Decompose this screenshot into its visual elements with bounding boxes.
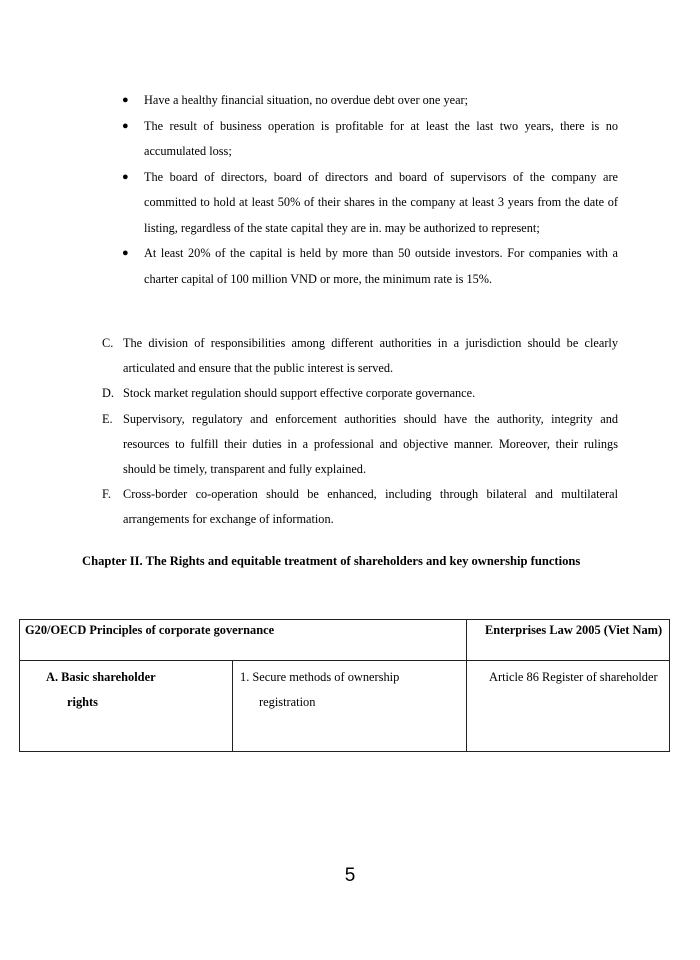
header-principles: G20/OECD Principles of corporate governance	[20, 620, 467, 661]
principle-letter: E.	[102, 411, 113, 426]
bullet-icon: ●	[122, 170, 129, 183]
bullet-icon: ●	[122, 247, 129, 259]
principle-text: Stock market regulation should support effective corporate governance.	[123, 386, 476, 401]
comparison-table	[19, 619, 670, 752]
table-row	[20, 661, 670, 752]
principle-letter: F.	[102, 487, 111, 502]
bullet-item	[122, 88, 618, 114]
principle-label-cont: rights	[67, 695, 98, 709]
principle-cell	[20, 661, 233, 752]
principle-item	[102, 482, 618, 532]
principle-text: Cross-border co-operation should be enhanced, including through bilateral and multilateral arrangements for exchange of information.	[123, 487, 618, 527]
principle-item	[102, 331, 618, 381]
table-header-row	[20, 620, 670, 661]
principle-letter: D.	[102, 386, 114, 401]
sub-item-cell	[233, 661, 467, 752]
page-number: 5	[344, 865, 356, 886]
sub-item-text-cont: registration	[259, 695, 316, 709]
bullet-icon: ●	[122, 94, 129, 106]
principle-text: Supervisory, regulatory and enforcement authorities should have the authority, integrity and resources to fulfill their duties in a professional and objective manner. Moreover, their rulings should be timely, transparent and fully explained.	[123, 411, 618, 477]
sub-item-text: 1. Secure methods of ownership	[240, 670, 400, 684]
bullet-icon: ●	[122, 119, 129, 132]
law-article-cell: Article 86 Register of shareholder	[467, 661, 670, 752]
listing-conditions-list	[122, 88, 618, 292]
principle-label: A. Basic shareholder	[46, 670, 156, 684]
principles-list	[102, 331, 618, 533]
bullet-item	[122, 241, 618, 292]
principle-letter: C.	[102, 336, 114, 350]
bullet-text: At least 20% of the capital is held by more than 50 outside investors. For companies with a charter capital of 100 million VND or more, the minimum rate is 15%.	[144, 246, 618, 286]
header-law: Enterprises Law 2005 (Viet Nam)	[467, 620, 670, 661]
bullet-text: The result of business operation is profitable for at least the last two years, there is no accumulated loss;	[144, 118, 618, 158]
bullet-item	[122, 165, 618, 242]
bullet-text: Have a healthy financial situation, no overdue debt over one year;	[144, 93, 469, 107]
bullet-text: The board of directors, board of directors and board of supervisors of the company are committed to hold at least 50% of their shares in the company at least 3 years from the date of listing, regardless of the state capital they are in. may be authorized to represent;	[144, 169, 618, 235]
principle-item	[102, 381, 618, 406]
principle-text: The division of responsibilities among different authorities in a jurisdiction should be clearly articulated and ensure that the public interest is served.	[123, 336, 618, 376]
bullet-item	[122, 114, 618, 165]
chapter-heading: Chapter II. The Rights and equitable treatment of shareholders and key ownership functions	[82, 554, 581, 568]
principle-item	[102, 407, 618, 483]
